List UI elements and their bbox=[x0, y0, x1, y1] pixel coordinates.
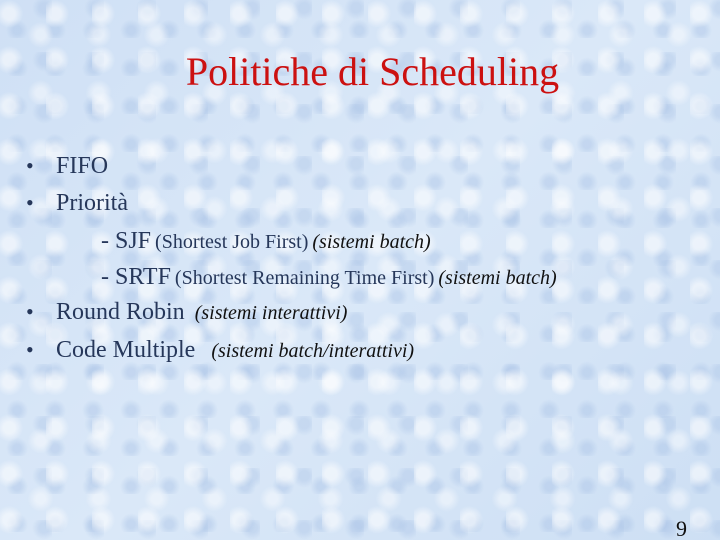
list-item-code-multiple bbox=[26, 338, 414, 362]
bullet-icon: • bbox=[26, 337, 34, 362]
bullet-icon: • bbox=[26, 153, 34, 178]
list-item-text: Round Robin bbox=[56, 299, 185, 325]
list-item-text: Code Multiple bbox=[56, 337, 196, 363]
sub-item-text: (Shortest Remaining Time First) bbox=[174, 267, 435, 289]
list-item-text: Priorità bbox=[56, 190, 128, 216]
list-item-note: (sistemi batch/interattivi) bbox=[211, 340, 415, 362]
list-item-fifo bbox=[26, 154, 108, 178]
slide-title: Politiche di Scheduling bbox=[185, 49, 560, 94]
list-item-text: FIFO bbox=[56, 153, 109, 179]
sub-item-text: (Shortest Job First) bbox=[155, 231, 309, 253]
sub-item-note: (sistemi batch) bbox=[438, 267, 557, 289]
bullet-icon: • bbox=[26, 299, 34, 324]
sub-item-prefix: - SJF bbox=[101, 228, 152, 254]
page-number: 9 bbox=[676, 516, 687, 540]
list-item-priorita bbox=[26, 191, 128, 215]
sub-item-srtf bbox=[101, 265, 557, 289]
sub-item-note: (sistemi batch) bbox=[312, 231, 431, 253]
bullet-icon: • bbox=[26, 190, 34, 215]
sub-item-sjf bbox=[101, 229, 431, 253]
sub-item-prefix: - SRTF bbox=[101, 264, 171, 290]
list-item-round-robin bbox=[26, 300, 347, 324]
list-item-note: (sistemi interattivi) bbox=[194, 302, 348, 324]
